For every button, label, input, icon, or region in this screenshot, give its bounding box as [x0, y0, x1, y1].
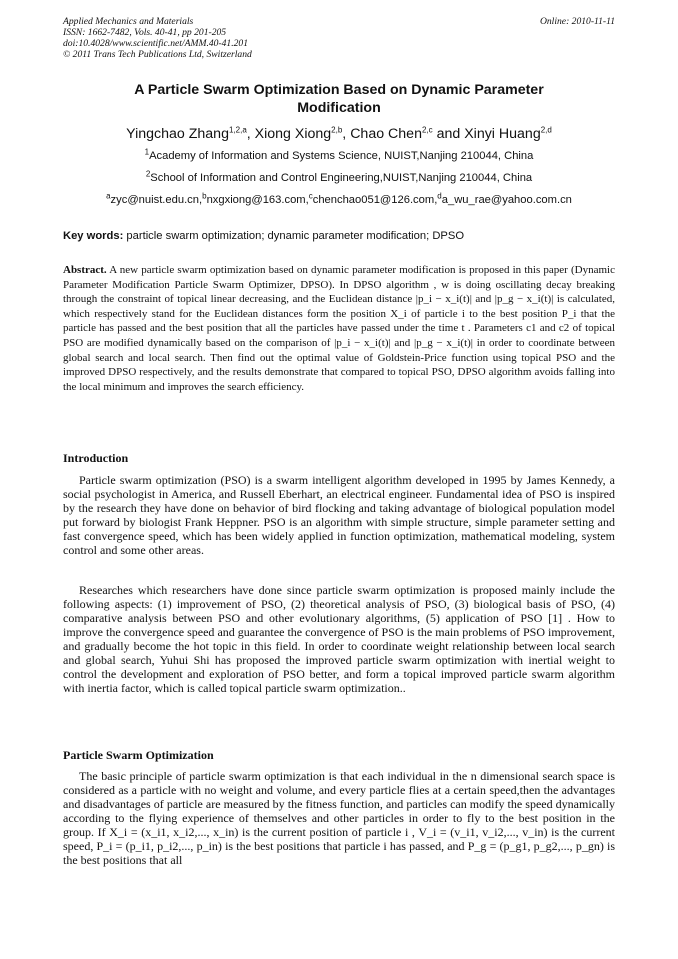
author-name: Chao Chen [350, 126, 422, 142]
abstract-label: Abstract. [63, 264, 107, 276]
author-name: Xinyi Huang [464, 126, 541, 142]
author-sup: 2,c [421, 125, 433, 135]
email-sup: b [202, 191, 207, 201]
keywords-text: particle swarm optimization; dynamic parameter modification; DPSO [126, 230, 465, 242]
author-sup: 2,b [331, 125, 343, 135]
affiliation-2 [40, 171, 638, 185]
affiliation-text: School of Information and Control Engineering,NUIST,Nanjing 210044, China [150, 172, 533, 184]
email-sup: a [106, 191, 111, 201]
intro-paragraph-2: Researches which researchers have done since particle swarm optimization is proposed mainly include the following aspects: (1) improvement of PSO, (2) theoretical analysis of PSO, (3) biological basis of PSO, (4) comparative analysis between PSO and other evolutionary algorithms, (5) application of PSO [1] . How to improve the convergence speed and guarantee the convergence of PSO is the main problems of PSO improvement, and gradually become the hot topic in this field. In order to coordinate weight relationship between local search and global search, Yuhui Shi has proposed the improved particle swarm optimization with inertial weight to control the development and exploration of PSO better, and form a topical improved particle swarm algorithm with inertia factor, which is called topical particle swarm optimization.. [63, 583, 615, 695]
pso-paragraph-1: The basic principle of particle swarm optimization is that each individual in the n dimensional search space is considered as a particle with no weight and volume, and every particle flies at a certain speed,then the advantages and disadvantages of particle are measured by the fitness function, and particles can modify the speed dynamically according to the flying experience of themselves and other particles in order to fly to the best position in the group. If X_i = (x_i1, x_i2,..., x_in) is the current position of particle i , V_i = (v_i1, v_i2,..., v_in) is the current speed, P_i = (p_i1, p_i2,..., p_in) is the best positions that particle i has passed, and P_g = (p_g1, p_g2,..., p_gn) is the best positions that all [63, 769, 615, 867]
section-heading-pso: Particle Swarm Optimization [63, 748, 214, 762]
author-list: Yingchao Zhang$^{1,2,a}$, Xiong Xiong$^{2,b}$, Chao Chen$^{2,c}$ and Xinyi Huang$^{2,d}$ [126, 125, 552, 142]
affiliation-1 [40, 149, 638, 163]
intro-paragraph-1: Particle swarm optimization (PSO) is a swarm intelligent algorithm developed in 1995 by James Kennedy, a social psychologist in America, and Russell Eberhart, an electrical engineer. Fundamental idea of PSO is inspired by the research they have done on behavior of bird flocking and taking advantage of biological population model put forward by biologist Frank Heppner. PSO is an algorithm with simple structure, simple parameter setting and fast convergence speed, which has been widely applied in function optimization, mathematical modeling, system control and some other areas. [63, 473, 615, 557]
email-sup: c [308, 191, 313, 201]
email-sup: d [437, 191, 442, 201]
affiliation-text: Academy of Information and Systems Science, NUIST,Nanjing 210044, China [149, 150, 534, 162]
author-sup: 2,d [540, 125, 552, 135]
affiliation-sup: 1 [144, 147, 150, 157]
email-link[interactable]: a_wu_rae@yahoo.com.cn [441, 194, 572, 206]
author-name: Yingchao Zhang [126, 126, 229, 142]
abstract-text: A new particle swarm optimization based on dynamic parameter modification is proposed in this paper (Dynamic Parameter Modification Particle Swarm Optimizer, DPSO). In DPSO algorithm , w is doing oscillating decay breaking through the constraint of topical linear decreasing, and the Euclidean distance |p_i − x_i(t)| and |p_g − x_i(t)| is calculated, which respectively stand for the Euclidean distances form the position X_i of particle i to the best position P_i that the particle has passed and the best position that all the particles have passed under the time t . Parameters c1 and c2 of topical PSO are modified dynamically based on the comparison of |p_i − x_i(t)| and |p_g − x_i(t)| in order to coordinate between global search and local search. Then find out the optimal value of Goldstein-Price function using topical PSO and the improved DPSO respectively, and the results demonstrate that compared to topical PSO, DPSO algorithm avoids falling into the local minimum and improves the search efficiency. [63, 264, 615, 393]
copyright-line: © 2011 Trans Tech Publications Ltd, Switzerland [63, 49, 252, 60]
email-link[interactable]: nxgxiong@163.com [206, 194, 306, 206]
section-heading-introduction: Introduction [63, 451, 129, 465]
email-link[interactable]: zyc@nuist.edu.cn [110, 194, 199, 206]
doi-line: doi:10.4028/www.scientific.net/AMM.40-41.201 [63, 38, 249, 49]
affiliation-sup: 2 [145, 169, 151, 179]
title-line-2: Modification [297, 100, 381, 116]
abstract [63, 263, 615, 394]
title-line-1: A Particle Swarm Optimization Based on Dynamic Parameter [134, 82, 544, 98]
journal-header [63, 16, 615, 60]
keywords [63, 230, 464, 242]
email-link[interactable]: chenchao051@126.com [312, 194, 435, 206]
email-list: $^a$zyc@nuist.edu.cn,$^b$nxgxiong@163.com,$^c$chenchao051@126.com,$^d$a_wu_rae@yahoo.com.cn [106, 191, 572, 206]
paper-title [63, 81, 615, 117]
issn-line: ISSN: 1662-7482, Vols. 40-41, pp 201-205 [63, 27, 227, 38]
journal-name: Applied Mechanics and Materials [63, 16, 194, 27]
online-date: Online: 2010-11-11 [539, 16, 615, 27]
keywords-label: Key words: [63, 230, 124, 242]
author-name: Xiong Xiong [254, 126, 332, 142]
author-sup: 1,2,a [228, 125, 247, 135]
